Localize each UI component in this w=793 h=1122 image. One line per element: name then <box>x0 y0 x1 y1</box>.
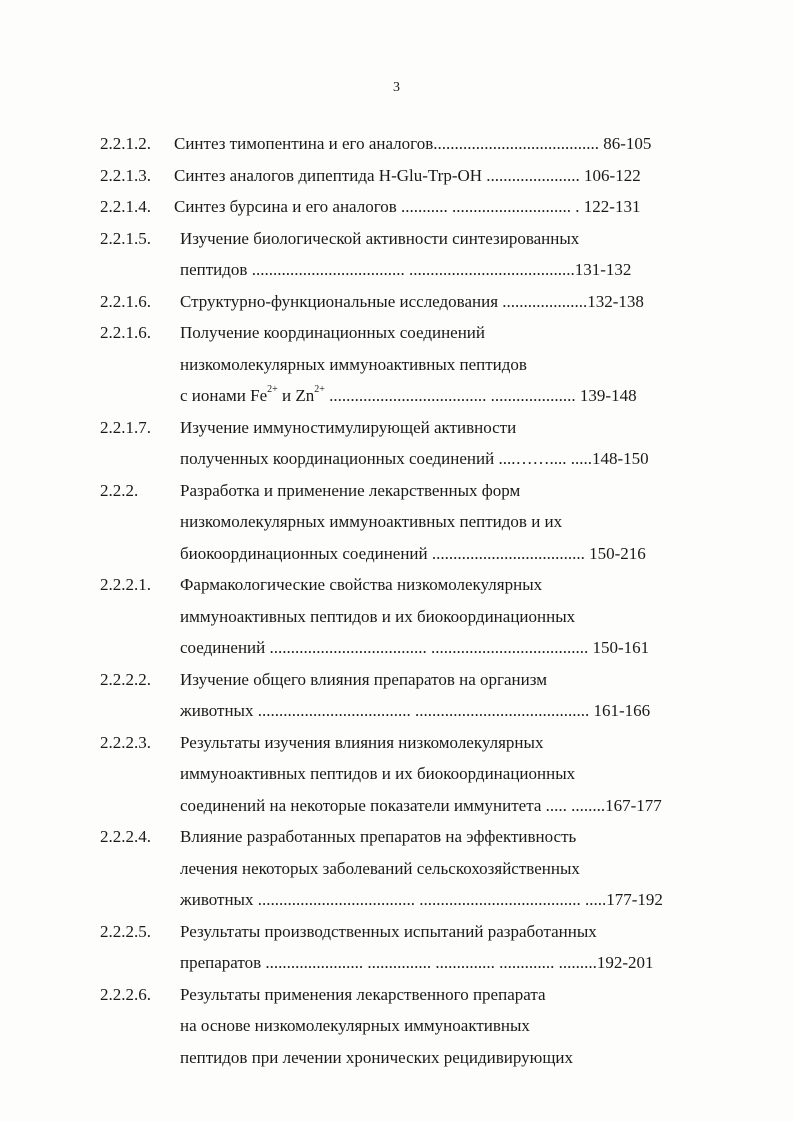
section-title-continuation: с ионами $Fe^{2+}$ и $Zn^{2+}$ ..................................... .................... 139-148 <box>180 384 637 405</box>
toc-line <box>100 286 720 318</box>
section-title-continuation: на основе низкомолекулярных иммуноактивных <box>180 1016 530 1035</box>
section-number: 2.2.1.4. <box>100 197 151 216</box>
toc-line <box>100 443 720 475</box>
section-number: 2.2.1.6. <box>100 291 151 311</box>
toc-line <box>100 349 720 381</box>
section-title: Изучение общего влияния препаратов на организм <box>180 669 547 689</box>
section-title-continuation: пептидов при лечении хронических рецидивирующих <box>180 1047 574 1067</box>
section-number: 2.2.1.5. <box>100 228 151 248</box>
toc-line <box>100 632 720 664</box>
section-title-continuation: пептидов .................................... .......................................131-132 <box>180 260 632 279</box>
section-title: Синтез аналогов дипептида H-Glu-Trp-OH ...................... 106-122 <box>174 165 641 185</box>
toc-line <box>100 695 720 727</box>
section-title-continuation: животных ..................................... ...................................... .....177-192 <box>180 890 663 909</box>
section-title: Влияние разработанных препаратов на эффективность <box>180 827 577 846</box>
section-number: 2.2.2.5. <box>100 921 151 941</box>
section-number: 2.2.1.7. <box>100 417 151 437</box>
toc-line <box>100 569 720 601</box>
section-title-continuation: препаратов ....................... ............... .............. ............. .........192-201 <box>180 953 654 972</box>
toc-line <box>100 223 720 255</box>
section-number: 2.2.1.6. <box>100 323 151 342</box>
table-of-contents <box>100 128 720 1073</box>
toc-line <box>100 601 720 633</box>
section-title: Синтез бурсина и его аналогов ........... ............................ . 122-131 <box>174 197 641 216</box>
section-title-continuation: лечения некоторых заболеваний сельскохозяйственных <box>180 858 580 878</box>
toc-line <box>100 790 720 822</box>
toc-line <box>100 254 720 286</box>
section-title: Результаты производственных испытаний разработанных <box>180 921 597 941</box>
section-number: 2.2.2.4. <box>100 827 151 846</box>
section-title-continuation: низкомолекулярных иммуноактивных пептидов и их <box>180 512 563 531</box>
section-title-continuation: биокоординационных соединений .................................... 150-216 <box>180 543 646 563</box>
toc-line <box>100 947 720 979</box>
section-number: 2.2.1.2. <box>100 134 151 153</box>
section-number: 2.2.2.2. <box>100 669 151 689</box>
toc-line <box>100 317 720 349</box>
toc-line <box>100 380 720 412</box>
section-number: 2.2.1.3. <box>100 165 151 185</box>
toc-line <box>100 727 720 759</box>
section-title-continuation: полученных координационных соединений ....…….... .....148-150 <box>180 449 649 468</box>
section-title-continuation: соединений ..................................... ..................................... 150-161 <box>180 638 650 657</box>
toc-line <box>100 1010 720 1042</box>
section-number: 2.2.2.6. <box>100 984 151 1004</box>
section-title-continuation: соединений на некоторые показатели иммунитета ..... ........167-177 <box>180 795 662 815</box>
toc-line <box>100 916 720 948</box>
toc-line <box>100 475 720 507</box>
section-title-continuation: животных .................................... ......................................... 161-166 <box>180 701 651 720</box>
section-number: 2.2.2.1. <box>100 575 151 594</box>
section-title: Разработка и применение лекарственных форм <box>180 480 521 500</box>
toc-line <box>100 979 720 1011</box>
toc-line <box>100 884 720 916</box>
toc-line <box>100 1042 720 1074</box>
toc-line <box>100 664 720 696</box>
section-title: Результаты изучения влияния низкомолекулярных <box>180 732 544 752</box>
toc-line <box>100 128 720 160</box>
section-title: Результаты применения лекарственного препарата <box>180 984 546 1004</box>
section-title: Изучение иммуностимулирующей активности <box>180 417 517 437</box>
toc-line <box>100 191 720 223</box>
toc-line <box>100 853 720 885</box>
toc-line <box>100 758 720 790</box>
page-number: 3 <box>393 80 400 95</box>
toc-line <box>100 821 720 853</box>
section-number: 2.2.2. <box>100 480 139 500</box>
section-title: Получение координационных соединений <box>180 323 486 342</box>
section-title: Синтез тимопентина и его аналогов....................................... 86-105 <box>174 134 652 153</box>
toc-line <box>100 506 720 538</box>
section-title: Структурно-функциональные исследования ....................132-138 <box>180 291 644 311</box>
section-title-continuation: низкомолекулярных иммуноактивных пептидов <box>180 354 527 374</box>
section-title-continuation: иммуноактивных пептидов и их биокоординационных <box>180 764 576 783</box>
section-title: Фармакологические свойства низкомолекулярных <box>180 575 543 594</box>
toc-line <box>100 160 720 192</box>
section-title-continuation: иммуноактивных пептидов и их биокоординационных <box>180 606 576 626</box>
section-number: 2.2.2.3. <box>100 732 151 752</box>
section-title: Изучение биологической активности синтезированных <box>180 228 580 248</box>
toc-line <box>100 412 720 444</box>
toc-line <box>100 538 720 570</box>
